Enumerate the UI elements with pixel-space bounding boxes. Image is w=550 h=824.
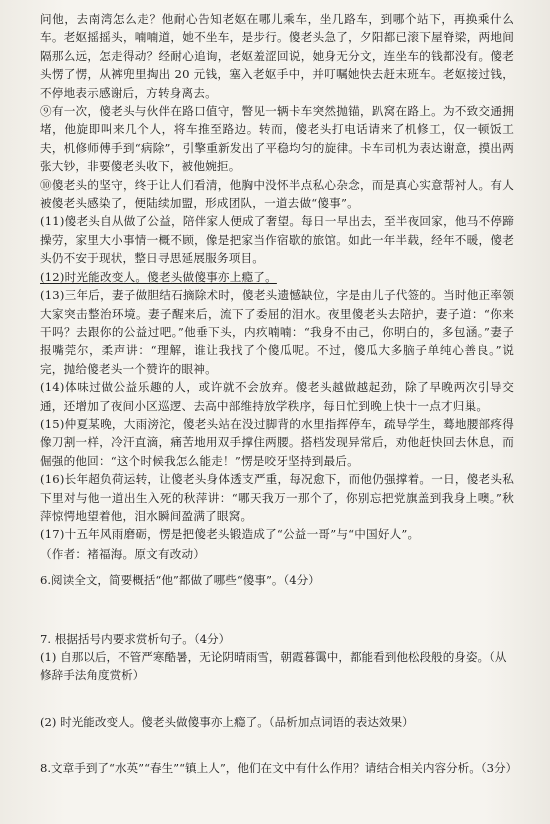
answer-space-7-1 [40, 685, 514, 713]
question-7-2: (2) 时光能改变人。傻老头做傻事亦上瘾了。（品析加点词语的表达效果） [40, 714, 414, 729]
paragraph-11: (11)傻老头自从做了公益，陪伴家人便成了奢望。每日一早出去，至半夜回家，他马不停蹄操劳，家里大小事情一概不顾，像是把家当作宿歇的旅馆。如此一年半载，经年不暖，傻老头仍不安于现状，整日寻思延展服务项目。 [40, 214, 514, 266]
answer-space-6 [40, 590, 514, 630]
question-7: 7. 根据括号内要求赏析句子。（4分） [40, 631, 231, 646]
paragraph-8-continued: 问他，去南湾怎么走？他耐心告知老妪在哪儿乘车，坐几路车，到哪个站下，再换乘什么车。老妪摇摇头，喃喃道，她不坐车，是步行。傻老头急了，夕阳都已滚下屋脊梁，两地间隔那么远，怎走得动？经耐心追询，老妪羞涩回说，她身无分文，连坐车的钱都没有。傻老头愣了愣，从裤兜里掏出 20 元钱，塞入老妪手中，并叮嘱她快去赶末班车。老妪接过钱，不停地表示感谢后，方转身离去。 [40, 12, 514, 100]
paragraph-10: ⑩傻老头的坚守，终于让人们看清，他胸中没怀半点私心杂念，而是真心实意帮衬人。有人被傻老头感染了，便陆续加盟，形成团队，一道去做“傻事”。 [40, 177, 514, 211]
paragraph-17: (17)十五年风雨磨砺，愣是把傻老头锻造成了“公益一哥”与“中国好人”。 [40, 527, 420, 542]
paragraph-13: (13)三年后，妻子做胆结石摘除术时，傻老头遗憾缺位，字是由儿子代签的。当时他正率领大家突击整治环境。妻子醒来后，流下了委屈的泪水。夜里傻老头去陪护，妻子道：“你来干吗？去跟你的公益过吧。”他垂下头，内疚喃喃：“我身不由己，你明白的，多包涵。”妻子报嘴莞尔，柔声讲：“理解，谁让我找了个傻瓜呢。不过，傻瓜大多脑子单纯心善良。”说完，抛给傻老头一个赞许的眼神。 [40, 288, 514, 376]
reading-passage [40, 10, 514, 563]
question-7-1: (1) 自那以后，不管严寒酷暑，无论阴晴雨雪，朝霞暮霭中，都能看到他松段般的身姿。（从修辞手法角度赏析） [40, 650, 507, 683]
paragraph-14: (14)体味过做公益乐趣的人，或许就不会放弃。傻老头越做越起劲，除了早晚两次引导交通，还增加了夜间小区巡逻、去高中部维持放学秩序，每日忙到晚上快十一点才归巢。 [40, 380, 514, 413]
answer-space-7-2 [40, 731, 514, 759]
source-note: （作者：褚福海。原文有改动） [40, 546, 206, 561]
paragraph-9: ⑨有一次，傻老头与伙伴在路口值守，瞥见一辆卡车突然抛锚，趴窝在路上。为不致交通拥堵，他旋即叫来几个人，将车推至路边。转而，傻老头打电话请来了机修工，仅一顿饭工夫，机修师傅手到“病除”，引擎重新发出了平稳均匀的旋律。卡车司机为表达谢意，摸出两张大钞，非要傻老头收下，被他婉拒。 [40, 104, 514, 174]
question-6: 6.阅读全文，简要概括“他”都做了哪些“傻事”。（4分） [40, 573, 320, 588]
questions-section [40, 571, 518, 777]
paragraph-15: (15)仲夏某晚，大雨滂沱，傻老头站在没过脚背的水里指挥停车，疏导学生，蓦地腰部疼得像刀割一样，冷汗直滴，痛苦地用双手撑住两腰。搭档发现异常后，劝他赶快回去休息，而倔强的他回：“这个时候我怎么能走！”愣是咬牙坚持到最后。 [40, 416, 514, 468]
paragraph-16: (16)长年超负荷运转，让傻老头身体透支严重，每况愈下，而他仍强撑着。一日，傻老头私下里对与他一道出生入死的秋萍讲：“哪天我万一那个了，你别忘把党旗盖到我身上噢。”秋萍惊愕地望着他，泪水瞬间盈满了眼窝。 [40, 472, 514, 523]
paragraph-12: (12)时光能改变人。傻老头做傻事亦上瘾了。 [40, 269, 277, 284]
question-8: 8.文章手到了“水英”“春生”“镇上人”，他们在文中有什么作用？请结合相关内容分析。（3分） [40, 761, 518, 776]
